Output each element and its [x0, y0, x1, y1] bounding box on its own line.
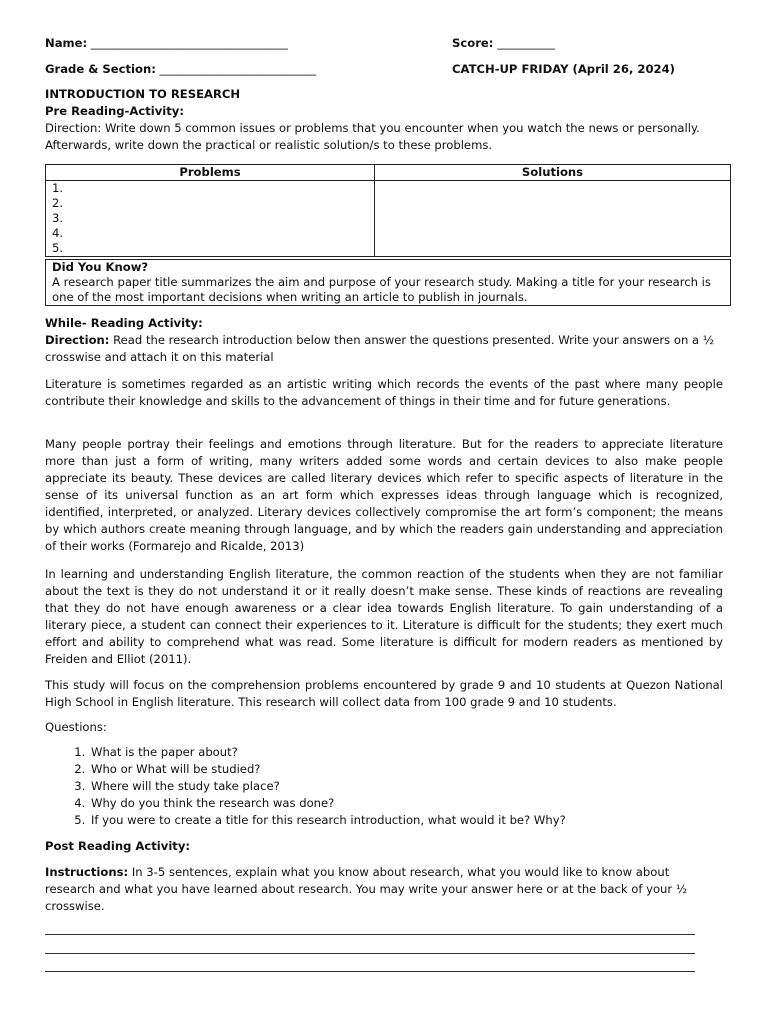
- grade-section-field: [45, 61, 316, 78]
- did-you-know-box: [45, 259, 731, 306]
- problem-row: 4.: [52, 226, 64, 240]
- answer-line[interactable]: [45, 971, 695, 972]
- instructions-label: Instructions:: [45, 865, 129, 879]
- solutions-cell[interactable]: [375, 181, 731, 257]
- paragraph: This study will focus on the comprehension problems encountered by grade 9 and 10 students at Quezon National High School in English literature. This research will collect data from 100 grade 9 and 10 students.: [45, 678, 723, 709]
- name-label: Name:: [45, 36, 88, 50]
- page-title: INTRODUCTION TO RESEARCH: [45, 87, 241, 101]
- problems-solutions-table: [45, 164, 731, 257]
- questions-label: Questions:: [45, 720, 107, 734]
- did-you-know-text: A research paper title summarizes the aim and purpose of your research study. Making a title for your research is one of the most important decisions when writing an article to publish in journals.: [52, 275, 711, 304]
- direction-label: Direction:: [45, 333, 110, 347]
- solutions-header: Solutions: [375, 165, 731, 181]
- answer-line[interactable]: [45, 934, 695, 935]
- problem-row: 3.: [52, 211, 64, 225]
- instructions-text: In 3-5 sentences, explain what you know about research, what you would like to know about research and what you have learned about research. You may write your answer here or at the back of your ½ crosswise.: [45, 865, 688, 913]
- list-item: 5. If you were to create a title for this research introduction, what would it be? Why?: [89, 812, 729, 829]
- post-reading-instructions: [45, 864, 723, 915]
- problem-row: 1.: [52, 181, 64, 195]
- list-item: 3. Where will the study take place?: [89, 778, 729, 795]
- list-item: 1. What is the paper about?: [89, 744, 729, 761]
- paragraph: In learning and understanding English literature, the common reaction of the students when they are not familiar about the text is they do not understand it or it really doesn’t make sense. These kinds of reactions are revealing that they do not have enough awareness or a clear idea towards English literature. To gain understanding of a literary piece, a student can connect their experiences to it. Literature is difficult for the students; they exert much effort and ability to comprehend what was read. Some literature is difficult for modern readers as mentioned by Freiden and Elliot (2011).: [45, 567, 723, 666]
- answer-line[interactable]: [45, 953, 695, 954]
- problem-row: 2.: [52, 196, 64, 210]
- questions-list: [45, 744, 729, 829]
- list-item: 2. Who or What will be studied?: [89, 761, 729, 778]
- score-blank[interactable]: __________: [497, 36, 556, 50]
- did-you-know-heading: Did You Know?: [52, 260, 149, 274]
- direction-text: Read the research introduction below then answer the questions presented. Write your answers on a ½ crosswise and attach it on this material: [45, 333, 715, 364]
- pre-reading-direction: Direction: Write down 5 common issues or problems that you encounter when you watch the news or personally. Afterwards, write down the practical or realistic solution/s to these problems.: [45, 121, 700, 152]
- score-field: [452, 35, 555, 52]
- while-reading-direction: [45, 332, 723, 366]
- problems-header: Problems: [46, 165, 375, 181]
- paragraph: Literature is sometimes regarded as an artistic writing which records the events of the past where many people contribute their knowledge and skills to the advancement of things in their time and for future generations.: [45, 377, 723, 408]
- paragraph: Many people portray their feelings and emotions through literature. But for the readers to appreciate literature more than just a form of writing, many writers added some words and certain devices to also make people appreciate its beauty. These devices are called literary devices which refer to specific aspects of literature in the sense of its universal function as an art form which expresses ideas through language which is recognized, identified, interpreted, or analyzed. Literary devices collectively compromise the art form’s component; the means by which authors create meaning through language, and by which the readers gain understanding and appreciation of their works (Formarejo and Ricalde, 2013): [45, 437, 723, 553]
- pre-reading-heading: Pre Reading-Activity:: [45, 104, 184, 118]
- name-field: [45, 35, 288, 52]
- name-blank[interactable]: __________________________________: [90, 36, 288, 50]
- while-reading-heading: While- Reading Activity:: [45, 316, 203, 330]
- list-item: 4. Why do you think the research was done?: [89, 795, 729, 812]
- score-label: Score:: [452, 36, 494, 50]
- problems-cell[interactable]: [46, 181, 375, 257]
- post-reading-heading: Post Reading Activity:: [45, 839, 191, 853]
- grade-section-label: Grade & Section:: [45, 62, 156, 76]
- catch-up-date: CATCH-UP FRIDAY (April 26, 2024): [452, 62, 675, 76]
- grade-section-blank[interactable]: ___________________________: [159, 62, 317, 76]
- problem-row: 5.: [52, 241, 64, 255]
